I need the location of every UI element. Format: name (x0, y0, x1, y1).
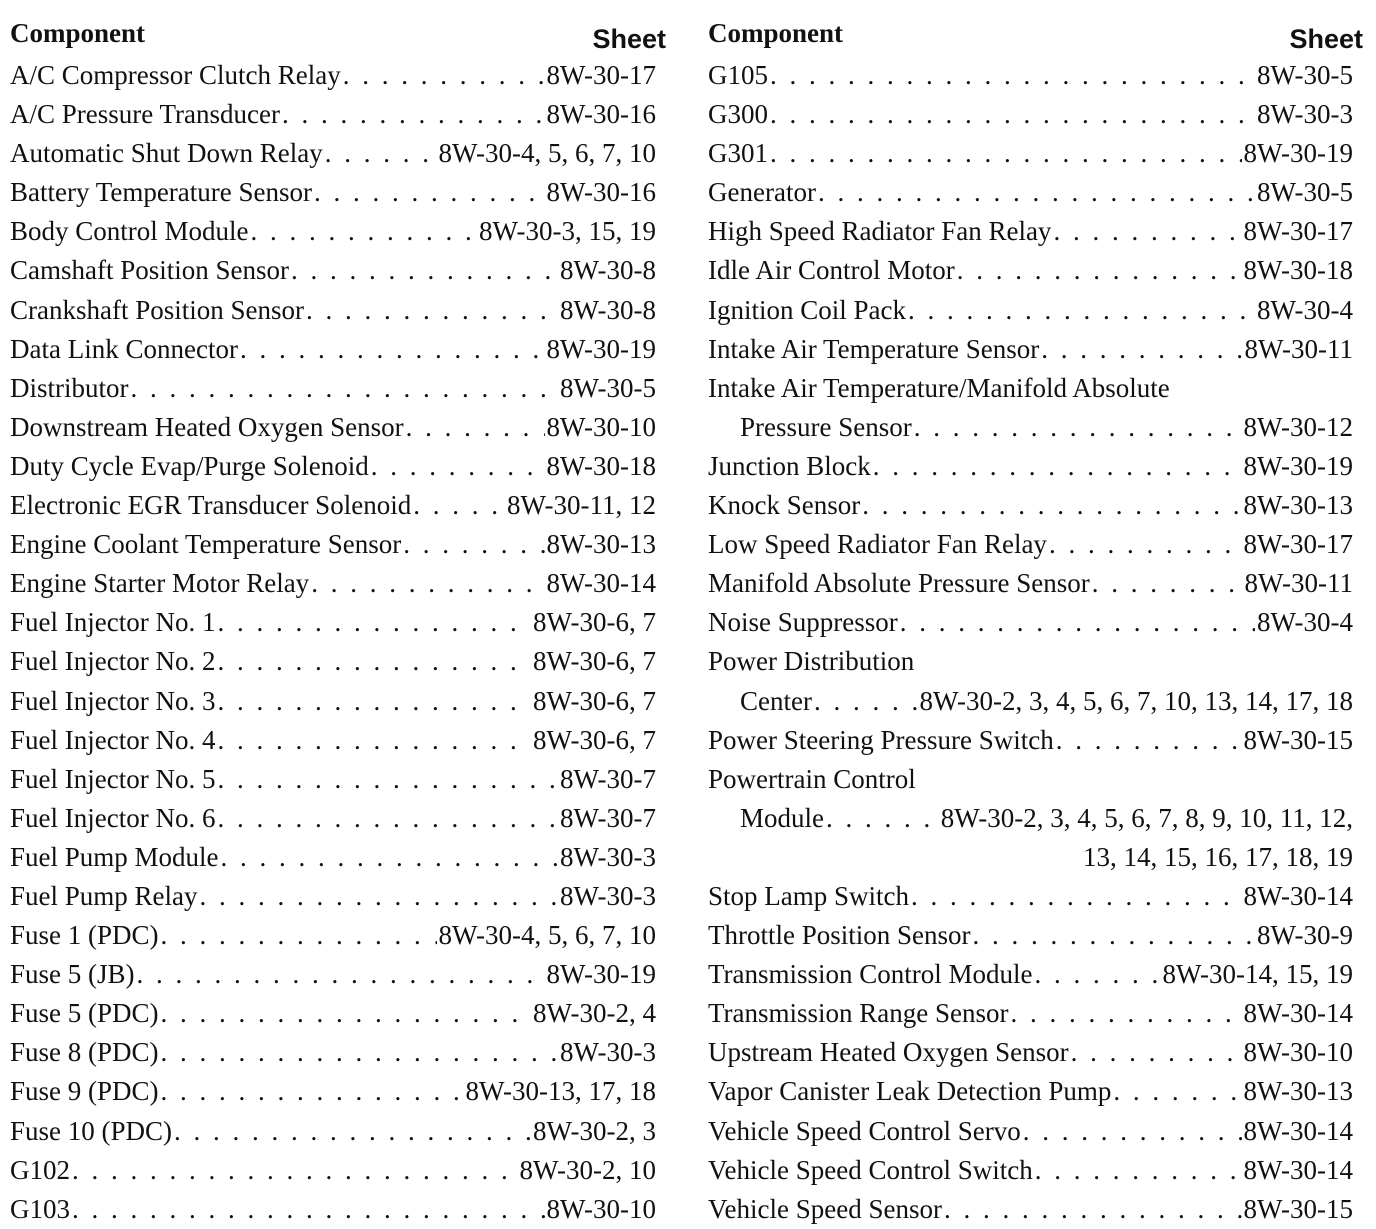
dot-leader (914, 408, 1242, 447)
dot-leader (306, 291, 558, 330)
dot-leader (1011, 994, 1242, 1033)
component-name: Fuse 5 (PDC) (10, 998, 159, 1029)
entry-line (708, 721, 1353, 760)
dot-leader (770, 134, 1242, 173)
list-item (708, 955, 1353, 994)
entry-line (10, 212, 656, 251)
component-name: Transmission Control Module (708, 959, 1033, 990)
dot-leader (217, 760, 558, 799)
sheet-reference: 8W-30-16 (546, 99, 656, 130)
sheet-reference: 8W-30-11 (1244, 568, 1353, 599)
list-item (10, 760, 656, 799)
dot-leader (900, 603, 1255, 642)
list-item (10, 212, 656, 251)
entry-line (708, 994, 1353, 1033)
entry-line (10, 1190, 656, 1229)
component-name: G102 (10, 1154, 70, 1185)
sheet-reference: 8W-30-14 (546, 568, 656, 599)
component-name: G103 (10, 1193, 70, 1224)
entry-line (10, 603, 656, 642)
entry-line (708, 291, 1353, 330)
dot-leader (403, 525, 544, 564)
component-name: Vapor Canister Leak Detection Pump (708, 1076, 1112, 1107)
component-name: Distributor (10, 372, 129, 403)
dot-leader (291, 251, 558, 290)
list-item (10, 369, 656, 408)
list-item (10, 682, 656, 721)
dot-leader (282, 95, 545, 134)
list-item (10, 134, 656, 173)
list-item (10, 603, 656, 642)
list-item (10, 994, 656, 1033)
component-name: Data Link Connector (10, 333, 238, 364)
entry-line (708, 525, 1353, 564)
sheet-reference: 8W-30-14 (1243, 998, 1353, 1029)
list-item (10, 1072, 656, 1111)
entry-line (10, 330, 656, 369)
sheet-reference: 8W-30-8 (560, 255, 656, 286)
component-name: Battery Temperature Sensor (10, 177, 313, 208)
list-item (708, 330, 1353, 369)
list-item (10, 408, 656, 447)
dot-leader (944, 1190, 1242, 1229)
entry-line (708, 838, 1353, 877)
entry-line (10, 447, 656, 486)
component-name: Junction Block (708, 450, 871, 481)
entry-line (10, 173, 656, 212)
left-column (10, 16, 666, 1229)
dot-leader (161, 1033, 559, 1072)
component-list (708, 56, 1353, 1229)
component-name: Noise Suppressor (708, 607, 898, 638)
sheet-reference: 8W-30-18 (1243, 255, 1353, 286)
dot-leader (911, 877, 1242, 916)
list-item (708, 994, 1353, 1033)
sheet-reference: 8W-30-19 (1243, 138, 1353, 169)
dot-leader (325, 134, 437, 173)
sheet-reference: 8W-30-19 (1243, 450, 1353, 481)
entry-line (10, 721, 656, 760)
list-item (10, 1151, 656, 1190)
entry-line (10, 408, 656, 447)
sheet-reference: 8W-30-10 (1243, 1037, 1353, 1068)
list-item (708, 447, 1353, 486)
component-name-continued: Pressure Sensor (740, 411, 912, 442)
component-name-continued: Module (740, 802, 824, 833)
list-item (708, 525, 1353, 564)
sheet-reference: 8W-30-11, 12 (507, 490, 656, 521)
sheet-reference: 8W-30-4 (1257, 294, 1353, 325)
entry-line (10, 916, 656, 955)
component-name: Fuel Injector No. 2 (10, 646, 216, 677)
list-item (10, 838, 656, 877)
component-name: Power Steering Pressure Switch (708, 724, 1054, 755)
component-name: Vehicle Speed Control Servo (708, 1115, 1021, 1146)
list-item (10, 173, 656, 212)
list-item (708, 721, 1353, 760)
dot-leader (1056, 721, 1242, 760)
dot-leader (1041, 330, 1242, 369)
component-heading: Component (708, 18, 844, 48)
list-item (708, 173, 1353, 212)
list-item (708, 603, 1353, 642)
sheet-reference: 8W-30-7 (560, 802, 656, 833)
sheet-reference-continued: 13, 14, 15, 16, 17, 18, 19 (1083, 841, 1353, 872)
component-name: Engine Coolant Temperature Sensor (10, 529, 402, 560)
component-name-continued: Center (740, 685, 812, 716)
entry-line (708, 799, 1353, 838)
list-item (708, 877, 1353, 916)
dot-leader (406, 408, 545, 447)
component-name: Vehicle Speed Control Switch (708, 1154, 1033, 1185)
component-name: Camshaft Position Sensor (10, 255, 290, 286)
sheet-reference: 8W-30-17 (1243, 216, 1353, 247)
component-name: Fuse 1 (PDC) (10, 920, 159, 951)
component-name: Downstream Heated Oxygen Sensor (10, 411, 404, 442)
list-item (10, 447, 656, 486)
entry-line (708, 251, 1353, 290)
sheet-reference: 8W-30-9 (1257, 920, 1353, 951)
component-name: High Speed Radiator Fan Relay (708, 216, 1052, 247)
entry-line (10, 291, 656, 330)
entry-line (10, 56, 656, 95)
dot-leader (217, 799, 558, 838)
dot-leader (1049, 525, 1242, 564)
entry-line (10, 95, 656, 134)
sheet-reference: 8W-30-3 (1257, 99, 1353, 130)
dot-leader (200, 877, 559, 916)
sheet-reference: 8W-30-2, 10 (519, 1154, 656, 1185)
list-item (708, 251, 1353, 290)
component-name: Upstream Heated Oxygen Sensor (708, 1037, 1069, 1068)
sheet-reference: 8W-30-11 (1244, 333, 1353, 364)
sheet-reference: 8W-30-6, 7 (533, 607, 656, 638)
component-name: Vehicle Speed Sensor (708, 1193, 942, 1224)
list-item (10, 799, 656, 838)
dot-leader (1053, 212, 1241, 251)
dot-leader (161, 1072, 464, 1111)
dot-leader (251, 212, 478, 251)
sheet-reference: 8W-30-15 (1243, 724, 1353, 755)
dot-leader (161, 994, 532, 1033)
component-name: Throttle Position Sensor (708, 920, 971, 951)
entry-line (708, 916, 1353, 955)
sheet-heading: Sheet (1289, 24, 1363, 54)
entry-line (708, 955, 1353, 994)
list-item (10, 955, 656, 994)
entry-line (708, 330, 1353, 369)
dot-leader (131, 369, 559, 408)
list-item (708, 212, 1353, 251)
dot-leader (818, 173, 1255, 212)
sheet-reference: 8W-30-12 (1243, 411, 1353, 442)
list-item (10, 56, 656, 95)
component-name: Intake Air Temperature/Manifold Absolute (708, 372, 1170, 403)
list-item (708, 564, 1353, 603)
sheet-reference: 8W-30-2, 3 (533, 1115, 656, 1146)
entry-line (10, 134, 656, 173)
sheet-reference: 8W-30-6, 7 (533, 724, 656, 755)
list-item (708, 1112, 1353, 1151)
sheet-reference: 8W-30-14 (1243, 1154, 1353, 1185)
list-item (10, 916, 656, 955)
entry-line (708, 603, 1353, 642)
sheet-reference: 8W-30-14 (1243, 880, 1353, 911)
entry-line (10, 642, 656, 681)
dot-leader (217, 603, 531, 642)
list-item (10, 291, 656, 330)
list-item (708, 291, 1353, 330)
sheet-reference: 8W-30-10 (546, 1193, 656, 1224)
entry-line (708, 486, 1353, 525)
dot-leader (1035, 1151, 1242, 1190)
dot-leader (1092, 564, 1243, 603)
entry-line (10, 1112, 656, 1151)
sheet-reference: 8W-30-16 (546, 177, 656, 208)
entry-line (708, 212, 1353, 251)
dot-leader (413, 486, 505, 525)
entry-line (708, 1033, 1353, 1072)
sheet-reference: 8W-30-3 (560, 1037, 656, 1068)
sheet-reference: 8W-30-18 (546, 450, 656, 481)
dot-leader (973, 916, 1256, 955)
entry-line (708, 1072, 1353, 1111)
component-list (10, 56, 656, 1229)
component-name: Fuel Pump Module (10, 841, 219, 872)
component-name: Power Distribution (708, 646, 915, 677)
entry-line (10, 994, 656, 1033)
list-item (10, 1190, 656, 1229)
entry-line (708, 642, 1353, 681)
entry-line (708, 682, 1353, 721)
sheet-reference: 8W-30-2, 4 (533, 998, 656, 1029)
component-heading: Component (10, 18, 146, 48)
dot-leader (311, 564, 544, 603)
entry-line (708, 1112, 1353, 1151)
component-name: A/C Compressor Clutch Relay (10, 60, 341, 90)
component-name: Powertrain Control (708, 763, 916, 794)
sheet-reference: 8W-30-14 (1243, 1115, 1353, 1146)
entry-line (10, 1072, 656, 1111)
sheet-reference: 8W-30-3 (560, 880, 656, 911)
list-item (10, 877, 656, 916)
dot-leader (1071, 1033, 1242, 1072)
sheet-reference: 8W-30-5 (1257, 177, 1353, 208)
sheet-reference: 8W-30-19 (546, 333, 656, 364)
sheet-reference: 8W-30-8 (560, 294, 656, 325)
dot-leader (814, 682, 918, 721)
dot-leader (217, 642, 531, 681)
component-name: Engine Starter Motor Relay (10, 568, 310, 599)
component-name: Transmission Range Sensor (708, 998, 1009, 1029)
component-name: Fuse 5 (JB) (10, 959, 135, 990)
dot-leader (873, 447, 1242, 486)
entry-line (10, 486, 656, 525)
dot-leader (862, 486, 1241, 525)
sheet-reference: 8W-30-14, 15, 19 (1162, 959, 1353, 990)
entry-line (10, 682, 656, 721)
entry-line (708, 56, 1353, 95)
component-name: Knock Sensor (708, 490, 861, 521)
dot-leader (1035, 955, 1161, 994)
list-item (708, 1033, 1353, 1072)
dot-leader (72, 1151, 518, 1190)
entry-line (708, 173, 1353, 212)
component-name: Fuse 9 (PDC) (10, 1076, 159, 1107)
sheet-reference: 8W-30-4 (1257, 607, 1353, 638)
component-name: Fuel Injector No. 4 (10, 724, 216, 755)
list-item (708, 1151, 1353, 1190)
list-item (708, 56, 1353, 95)
list-item (10, 525, 656, 564)
entry-line (10, 760, 656, 799)
entry-line (10, 877, 656, 916)
dot-leader (161, 916, 437, 955)
component-name: A/C Pressure Transducer (10, 99, 280, 130)
entry-line (708, 95, 1353, 134)
list-item (708, 134, 1353, 173)
dot-leader (217, 682, 531, 721)
dot-leader (240, 330, 545, 369)
column-header (10, 16, 666, 56)
list-item (10, 1033, 656, 1072)
list-item (708, 95, 1353, 134)
list-item (10, 721, 656, 760)
column-header (708, 16, 1363, 56)
sheet-reference: 8W-30-13, 17, 18 (465, 1076, 656, 1107)
component-name: Fuel Injector No. 1 (10, 607, 216, 638)
component-name: Automatic Shut Down Relay (10, 138, 323, 169)
dot-leader (957, 251, 1242, 290)
list-item (10, 251, 656, 290)
list-item (10, 642, 656, 681)
list-item (708, 916, 1353, 955)
entry-line (708, 408, 1353, 447)
entry-line (10, 1033, 656, 1072)
component-name: Fuel Injector No. 3 (10, 685, 216, 716)
component-name: Body Control Module (10, 216, 249, 247)
list-item (708, 760, 1353, 877)
component-name: Low Speed Radiator Fan Relay (708, 529, 1047, 560)
component-name: Fuse 8 (PDC) (10, 1037, 159, 1068)
sheet-reference: 8W-30-5 (1257, 60, 1353, 90)
sheet-reference: 8W-30-17 (546, 60, 656, 90)
sheet-reference: 8W-30-5 (560, 372, 656, 403)
list-item (708, 1072, 1353, 1111)
sheet-reference: 8W-30-6, 7 (533, 685, 656, 716)
entry-line (708, 760, 1353, 799)
sheet-reference: 8W-30-2, 3, 4, 5, 6, 7, 8, 9, 10, 11, 12, (940, 802, 1353, 833)
sheet-reference: 8W-30-19 (546, 959, 656, 990)
entry-line (10, 251, 656, 290)
component-name: Manifold Absolute Pressure Sensor (708, 568, 1090, 599)
sheet-reference: 8W-30-2, 3, 4, 5, 6, 7, 10, 13, 14, 17, 18 (919, 685, 1353, 716)
component-name: Crankshaft Position Sensor (10, 294, 304, 325)
list-item (708, 1190, 1353, 1229)
dot-leader (343, 56, 545, 95)
dot-leader (770, 56, 1255, 95)
sheet-reference: 8W-30-17 (1243, 529, 1353, 560)
entry-line (10, 799, 656, 838)
entry-line (10, 1151, 656, 1190)
sheet-reference: 8W-30-3, 15, 19 (479, 216, 656, 247)
entry-line (10, 955, 656, 994)
list-item (708, 486, 1353, 525)
dot-leader (1023, 1112, 1242, 1151)
list-item (10, 564, 656, 603)
entry-line (708, 1151, 1353, 1190)
dot-leader (72, 1190, 545, 1229)
component-name: Duty Cycle Evap/Purge Solenoid (10, 450, 369, 481)
component-name: G300 (708, 99, 768, 130)
component-name: G301 (708, 138, 768, 169)
entry-line (708, 877, 1353, 916)
list-item (708, 369, 1353, 447)
dot-leader (826, 799, 939, 838)
dot-leader (174, 1112, 531, 1151)
entry-line (708, 134, 1353, 173)
sheet-reference: 8W-30-13 (1243, 490, 1353, 521)
component-name: Fuse 10 (PDC) (10, 1115, 173, 1146)
sheet-reference: 8W-30-6, 7 (533, 646, 656, 677)
list-item (10, 330, 656, 369)
sheet-reference: 8W-30-13 (546, 529, 656, 560)
dot-leader (908, 291, 1255, 330)
entry-line (708, 369, 1353, 408)
sheet-reference: 8W-30-4, 5, 6, 7, 10 (438, 138, 656, 169)
entry-line (10, 369, 656, 408)
list-item (708, 642, 1353, 720)
sheet-heading: Sheet (592, 24, 666, 54)
dot-leader (770, 95, 1255, 134)
component-name: Fuel Injector No. 5 (10, 763, 216, 794)
component-name: G105 (708, 60, 768, 90)
sheet-reference: 8W-30-3 (560, 841, 656, 872)
entry-line (708, 447, 1353, 486)
sheet-reference: 8W-30-10 (546, 411, 656, 442)
list-item (10, 486, 656, 525)
sheet-reference: 8W-30-7 (560, 763, 656, 794)
sheet-reference: 8W-30-13 (1243, 1076, 1353, 1107)
dot-leader (1113, 1072, 1241, 1111)
component-name: Fuel Injector No. 6 (10, 802, 216, 833)
dot-leader (137, 955, 545, 994)
entry-line (10, 525, 656, 564)
entry-line (10, 564, 656, 603)
list-item (10, 95, 656, 134)
list-item (10, 1112, 656, 1151)
dot-leader (371, 447, 545, 486)
entry-line (708, 564, 1353, 603)
right-column (708, 16, 1363, 1229)
dot-leader (217, 721, 531, 760)
component-name: Idle Air Control Motor (708, 255, 955, 286)
entry-line (708, 1190, 1353, 1229)
component-name: Generator (708, 177, 816, 208)
sheet-reference: 8W-30-4, 5, 6, 7, 10 (438, 920, 656, 951)
component-name: Electronic EGR Transducer Solenoid (10, 490, 412, 521)
component-name: Ignition Coil Pack (708, 294, 906, 325)
dot-leader (314, 173, 545, 212)
component-name: Intake Air Temperature Sensor (708, 333, 1040, 364)
component-name: Fuel Pump Relay (10, 880, 198, 911)
entry-line (10, 838, 656, 877)
sheet-reference: 8W-30-15 (1243, 1193, 1353, 1224)
dot-leader (221, 838, 559, 877)
component-name: Stop Lamp Switch (708, 880, 909, 911)
